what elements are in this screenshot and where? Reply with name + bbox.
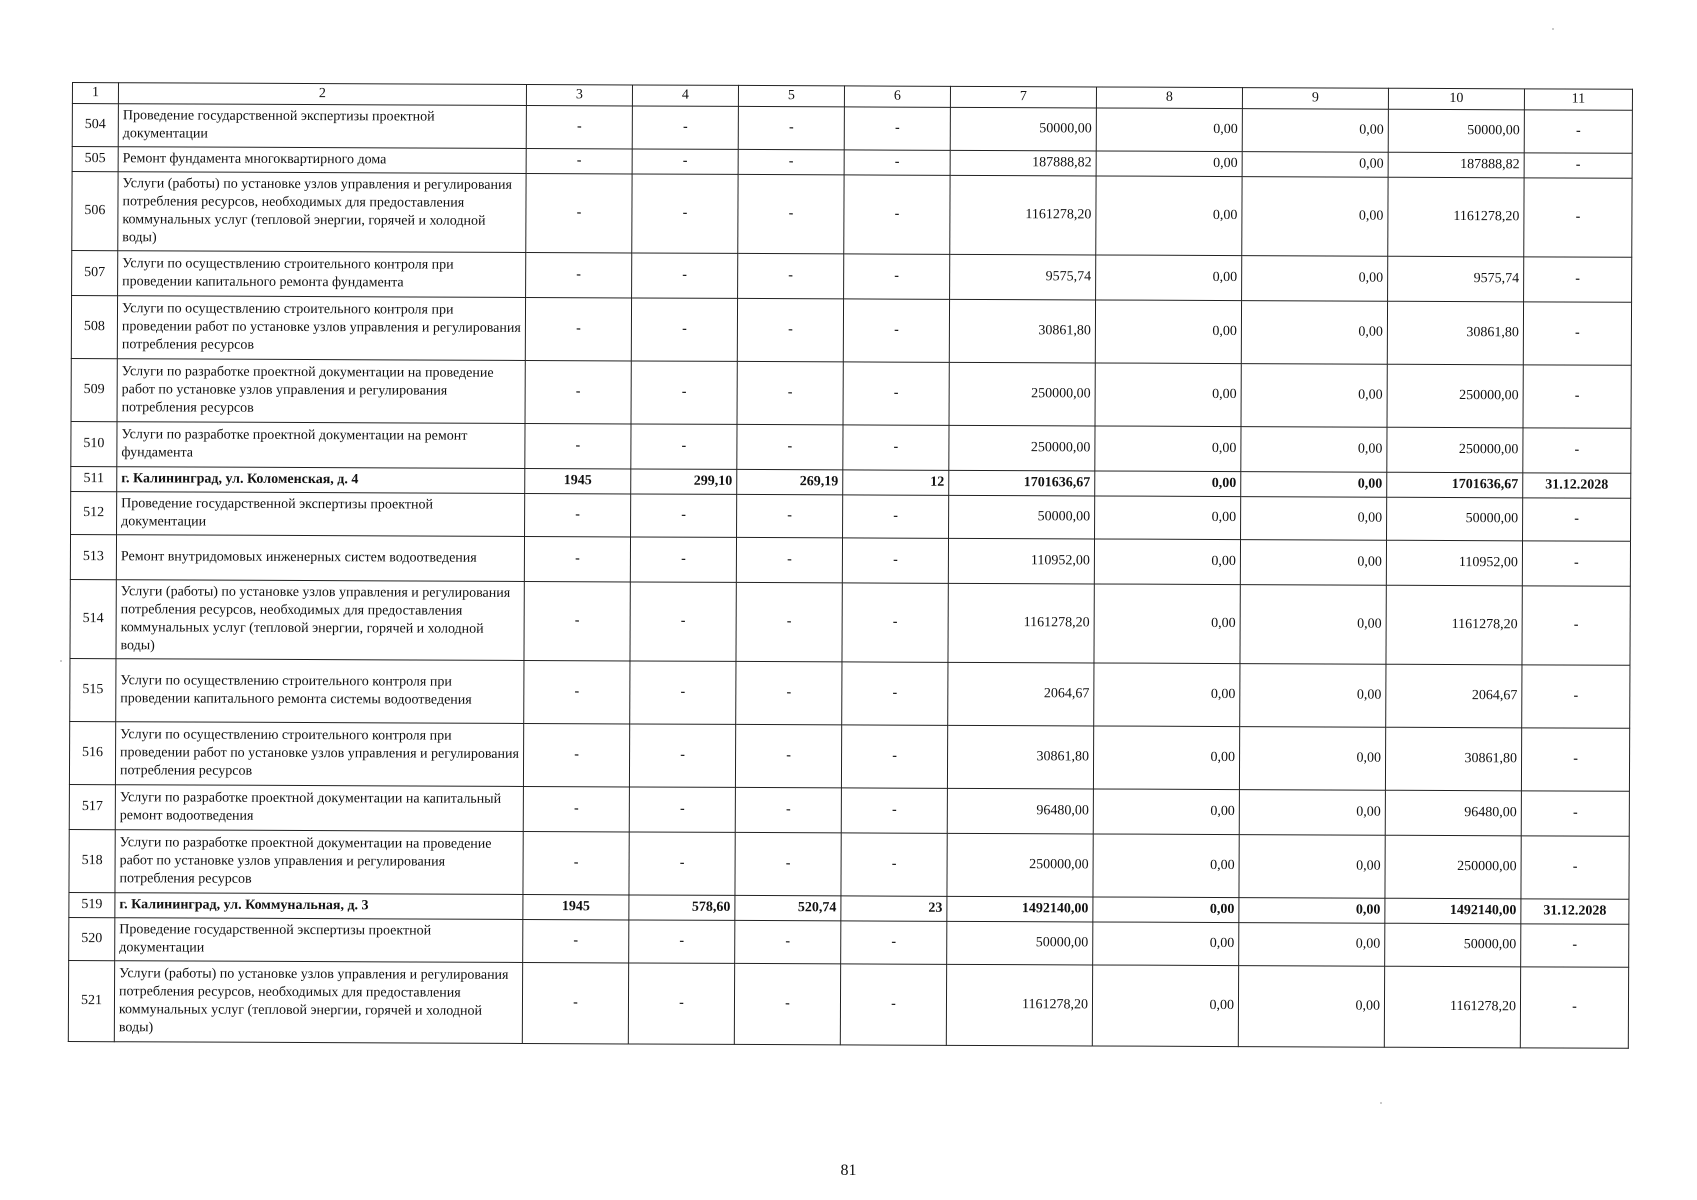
col-3-cell: - [522,962,628,1043]
col-10-cell: 50000,00 [1385,923,1521,967]
address-cell: г. Калининград, ул. Коломенская, д. 4 [117,467,525,494]
scan-speck [1380,1102,1382,1104]
row-number: 506 [72,172,118,251]
col-9-cell: 0,00 [1242,256,1388,302]
row-number: 510 [71,421,117,466]
row-number: 518 [69,829,115,892]
col-3-cell: - [523,919,629,962]
col-4-cell: - [631,494,737,537]
row-number: 505 [72,147,118,172]
deadline-cell: - [1523,365,1631,428]
col-9-cell: 0,00 [1241,301,1387,365]
col-10-cell: 96480,00 [1385,790,1521,836]
col-5-cell: - [736,661,842,724]
col-6-cell: 23 [841,896,947,921]
col-4-cell: 299,10 [631,469,737,494]
work-item-row [70,579,1630,665]
col-3-cell: - [524,581,630,660]
col-5-cell: 269,19 [737,469,843,494]
row-number: 519 [69,892,115,917]
col-9-cell: 0,00 [1241,497,1387,541]
col-4-cell: - [632,253,738,298]
col-6-cell: - [841,921,947,964]
total-cost-cell: 110952,00 [948,538,1094,584]
col-6-cell: - [842,583,948,662]
col-10-cell: 250000,00 [1387,364,1523,428]
col-9-cell: 0,00 [1240,664,1386,728]
col-9-cell: 0,00 [1240,540,1386,586]
header-cell: 11 [1524,89,1632,110]
total-cost-cell: 250000,00 [947,833,1093,897]
col-5-cell: - [735,787,841,832]
col-8-cell: 0,00 [1093,922,1239,966]
work-item-row [72,251,1632,303]
col-5-cell: - [737,424,843,469]
col-4-cell: - [629,724,735,787]
col-10-cell: 2064,67 [1386,664,1522,728]
col-3-cell: 1945 [525,468,631,493]
work-description: Ремонт фундамента многоквартирного дома [118,147,526,174]
col-9-cell: 0,00 [1241,427,1387,473]
col-5-cell: - [736,582,842,661]
work-description: Проведение государственной экспертизы проектной документации [118,104,526,149]
header-cell: 1 [72,83,118,104]
work-item-row [70,534,1630,586]
col-10-cell: 1492140,00 [1385,898,1521,924]
col-3-cell: - [526,148,632,173]
total-cost-cell: 50000,00 [949,495,1095,539]
col-5-cell: - [735,832,841,895]
total-cost-cell: 1701636,67 [949,470,1095,496]
col-8-cell: 0,00 [1093,726,1239,790]
work-description: Проведение государственной экспертизы проектной документации [117,492,525,537]
col-3-cell: - [523,723,629,786]
work-description: Услуги по разработке проектной документации на проведение работ по установке узлов управления и регулирования потребления ресурсов [117,359,525,424]
col-5-cell: - [734,963,840,1044]
col-10-cell: 110952,00 [1386,540,1522,586]
row-number: 504 [72,104,118,147]
header-cell: 8 [1096,87,1242,109]
header-cell: 9 [1242,88,1388,110]
work-description: Услуги по разработке проектной документации на капитальный ремонт водоотведения [115,785,523,832]
col-9-cell: 0,00 [1238,966,1384,1048]
deadline-cell: - [1523,302,1631,365]
col-9-cell: 0,00 [1241,472,1387,498]
header-cell: 3 [526,84,632,105]
col-6-cell: - [841,788,947,833]
total-cost-cell: 1161278,20 [950,175,1096,255]
row-number: 516 [69,721,115,784]
col-3-cell: - [525,423,631,468]
deadline-cell: 31.12.2028 [1523,473,1631,498]
work-item-row [71,358,1631,428]
col-6-cell: - [844,254,950,299]
col-8-cell: 0,00 [1094,539,1240,585]
row-number: 513 [70,534,116,579]
col-5-cell: - [735,920,841,963]
col-9-cell: 0,00 [1239,727,1385,791]
work-item-row [69,829,1629,899]
col-8-cell: 0,00 [1096,176,1242,256]
col-8-cell: 0,00 [1095,300,1241,364]
col-8-cell: 0,00 [1095,471,1241,497]
col-3-cell: - [523,786,629,831]
work-description: Услуги (работы) по установке узлов управления и регулирования потребления ресурсов, необходимых для предоставления коммунальных услуг (тепловой энергии, горячей и холодной воды) [118,172,526,253]
col-10-cell: 30861,80 [1387,301,1523,365]
col-10-cell: 1161278,20 [1386,585,1522,665]
col-3-cell: - [525,493,631,536]
deadline-cell: - [1520,967,1628,1048]
work-description: Услуги по осуществлению строительного контроля при проведении капитального ремонта системы водоотведения [116,659,524,724]
work-item-row [71,491,1631,541]
col-5-cell: - [736,537,842,582]
total-cost-cell: 250000,00 [949,425,1095,471]
total-cost-cell: 50000,00 [947,921,1093,965]
col-3-cell: - [523,831,629,894]
col-4-cell: 578,60 [629,895,735,920]
deadline-cell: - [1522,665,1630,728]
col-4-cell: - [629,832,735,895]
col-8-cell: 0,00 [1096,255,1242,301]
header-cell: 2 [118,83,526,106]
total-cost-cell: 187888,82 [950,150,1096,176]
header-cell: 10 [1388,88,1524,110]
col-5-cell: - [738,149,844,174]
col-6-cell: 12 [843,470,949,495]
col-3-cell: - [525,297,631,360]
col-8-cell: 0,00 [1096,151,1242,177]
col-5-cell: - [737,361,843,424]
header-cell: 6 [844,86,950,107]
col-10-cell: 50000,00 [1388,109,1524,153]
deadline-cell: - [1524,110,1632,153]
work-description: Услуги по осуществлению строительного контроля при проведении работ по установке узлов управления и регулирования потребления ресурсов [117,296,525,361]
work-description: Услуги по разработке проектной документации на ремонт фундамента [117,422,525,469]
col-5-cell: - [735,724,841,787]
col-8-cell: 0,00 [1094,663,1240,727]
col-3-cell: - [526,252,632,297]
col-5-cell: - [738,253,844,298]
deadline-cell: - [1521,924,1629,967]
work-item-row [71,421,1631,473]
col-10-cell: 1161278,20 [1388,177,1524,257]
work-description: Проведение государственной экспертизы проектной документации [115,918,523,963]
col-3-cell: 1945 [523,894,629,919]
col-6-cell: - [841,725,947,788]
col-6-cell: - [844,150,950,175]
work-description: Ремонт внутридомовых инженерных систем водоотведения [116,535,524,582]
total-cost-cell: 9575,74 [950,254,1096,300]
total-cost-cell: 1492140,00 [947,896,1093,922]
col-4-cell: - [629,920,735,963]
capital-repair-table [68,82,1633,1049]
row-number: 514 [70,579,116,658]
col-8-cell: 0,00 [1093,897,1239,923]
row-number: 517 [69,784,115,829]
header-cell: 5 [738,85,844,106]
col-8-cell: 0,00 [1095,363,1241,427]
col-4-cell: - [631,361,737,424]
header-cell: 7 [950,86,1096,108]
col-6-cell: - [843,362,949,425]
deadline-cell: - [1523,498,1631,541]
row-number: 507 [72,251,118,296]
col-5-cell: - [738,106,844,149]
work-item-row [71,296,1631,366]
col-9-cell: 0,00 [1242,177,1388,257]
col-9-cell: 0,00 [1239,923,1385,967]
deadline-cell: 31.12.2028 [1521,899,1629,924]
scan-speck [60,660,62,662]
col-5-cell: 520,74 [735,895,841,920]
work-item-row [68,960,1628,1048]
col-10-cell: 50000,00 [1387,497,1523,541]
col-6-cell: - [843,299,949,362]
row-number: 509 [71,358,117,421]
col-6-cell: - [841,833,947,896]
col-8-cell: 0,00 [1095,426,1241,472]
col-3-cell: - [524,536,630,581]
col-10-cell: 1701636,67 [1387,472,1523,498]
col-9-cell: 0,00 [1239,835,1385,899]
row-number: 521 [68,960,114,1041]
col-10-cell: 187888,82 [1388,152,1524,178]
col-5-cell: - [738,174,844,253]
col-10-cell: 9575,74 [1388,256,1524,302]
col-8-cell: 0,00 [1093,834,1239,898]
col-4-cell: - [630,582,736,661]
col-9-cell: 0,00 [1241,364,1387,428]
total-cost-cell: 30861,80 [949,299,1095,363]
document-sheet [68,82,1632,1049]
deadline-cell: - [1522,586,1630,665]
work-item-row [69,784,1629,836]
col-4-cell: - [629,787,735,832]
work-description: Услуги по осуществлению строительного контроля при проведении работ по установке узлов управления и регулирования потребления ресурсов [115,722,523,787]
work-description: Услуги по разработке проектной документации на проведение работ по установке узлов управления и регулирования потребления ресурсов [115,830,523,895]
row-number: 511 [71,466,117,491]
row-number: 515 [70,658,116,721]
col-6-cell: - [842,538,948,583]
header-cell: 4 [632,85,738,106]
work-item-row [70,658,1630,728]
table-body [68,83,1632,1049]
deadline-cell: - [1521,728,1629,791]
work-item-row [69,721,1629,791]
col-4-cell: - [632,106,738,149]
col-4-cell: - [628,963,734,1044]
col-4-cell: - [630,661,736,724]
col-9-cell: 0,00 [1242,152,1388,178]
deadline-cell: - [1524,257,1632,302]
col-4-cell: - [630,537,736,582]
work-description: Услуги (работы) по установке узлов управления и регулирования потребления ресурсов, необходимых для предоставления коммунальных услуг (тепловой энергии, горячей и холодной воды) [114,961,522,1044]
col-5-cell: - [737,298,843,361]
work-item-row [72,104,1632,154]
col-6-cell: - [843,425,949,470]
work-item-row [72,172,1632,258]
deadline-cell: - [1521,791,1629,836]
col-10-cell: 30861,80 [1385,727,1521,791]
row-number: 508 [71,296,117,359]
col-10-cell: 250000,00 [1387,427,1523,473]
deadline-cell: - [1524,178,1632,257]
col-8-cell: 0,00 [1095,496,1241,540]
col-4-cell: - [631,298,737,361]
col-3-cell: - [526,173,632,252]
col-9-cell: 0,00 [1239,790,1385,836]
deadline-cell: - [1521,836,1629,899]
col-6-cell: - [843,495,949,538]
page-number: 81 [840,1162,857,1179]
work-description: Услуги по осуществлению строительного контроля при проведении капитального ремонта фундамента [118,251,526,298]
total-cost-cell: 30861,80 [947,725,1093,789]
total-cost-cell: 250000,00 [949,362,1095,426]
total-cost-cell: 2064,67 [948,662,1094,726]
row-number: 512 [71,491,117,534]
col-9-cell: 0,00 [1242,109,1388,153]
col-8-cell: 0,00 [1093,789,1239,835]
total-cost-cell: 1161278,20 [948,583,1094,663]
col-3-cell: - [526,105,632,148]
work-description: Услуги (работы) по установке узлов управления и регулирования потребления ресурсов, необходимых для предоставления коммунальных услуг (тепловой энергии, горячей и холодной воды) [116,580,524,661]
col-10-cell: 1161278,20 [1384,966,1520,1048]
col-6-cell: - [842,662,948,725]
col-5-cell: - [737,494,843,537]
row-number: 520 [69,917,115,960]
address-cell: г. Калининград, ул. Коммунальная, д. 3 [115,893,523,920]
col-9-cell: 0,00 [1240,585,1386,665]
deadline-cell: - [1522,541,1630,586]
deadline-cell: - [1523,428,1631,473]
col-6-cell: - [844,175,950,254]
col-4-cell: - [632,174,738,253]
col-4-cell: - [631,424,737,469]
col-10-cell: 250000,00 [1385,835,1521,899]
total-cost-cell: 96480,00 [947,788,1093,834]
col-6-cell: - [844,107,950,150]
col-8-cell: 0,00 [1094,584,1240,664]
scan-speck [1552,28,1554,30]
total-cost-cell: 1161278,20 [946,964,1092,1046]
col-6-cell: - [840,964,946,1045]
col-3-cell: - [525,360,631,423]
col-8-cell: 0,00 [1096,108,1242,152]
deadline-cell: - [1524,153,1632,178]
total-cost-cell: 50000,00 [950,107,1096,151]
col-4-cell: - [632,149,738,174]
col-9-cell: 0,00 [1239,898,1385,924]
col-3-cell: - [524,660,630,723]
col-8-cell: 0,00 [1092,965,1238,1047]
work-item-row [69,917,1629,967]
